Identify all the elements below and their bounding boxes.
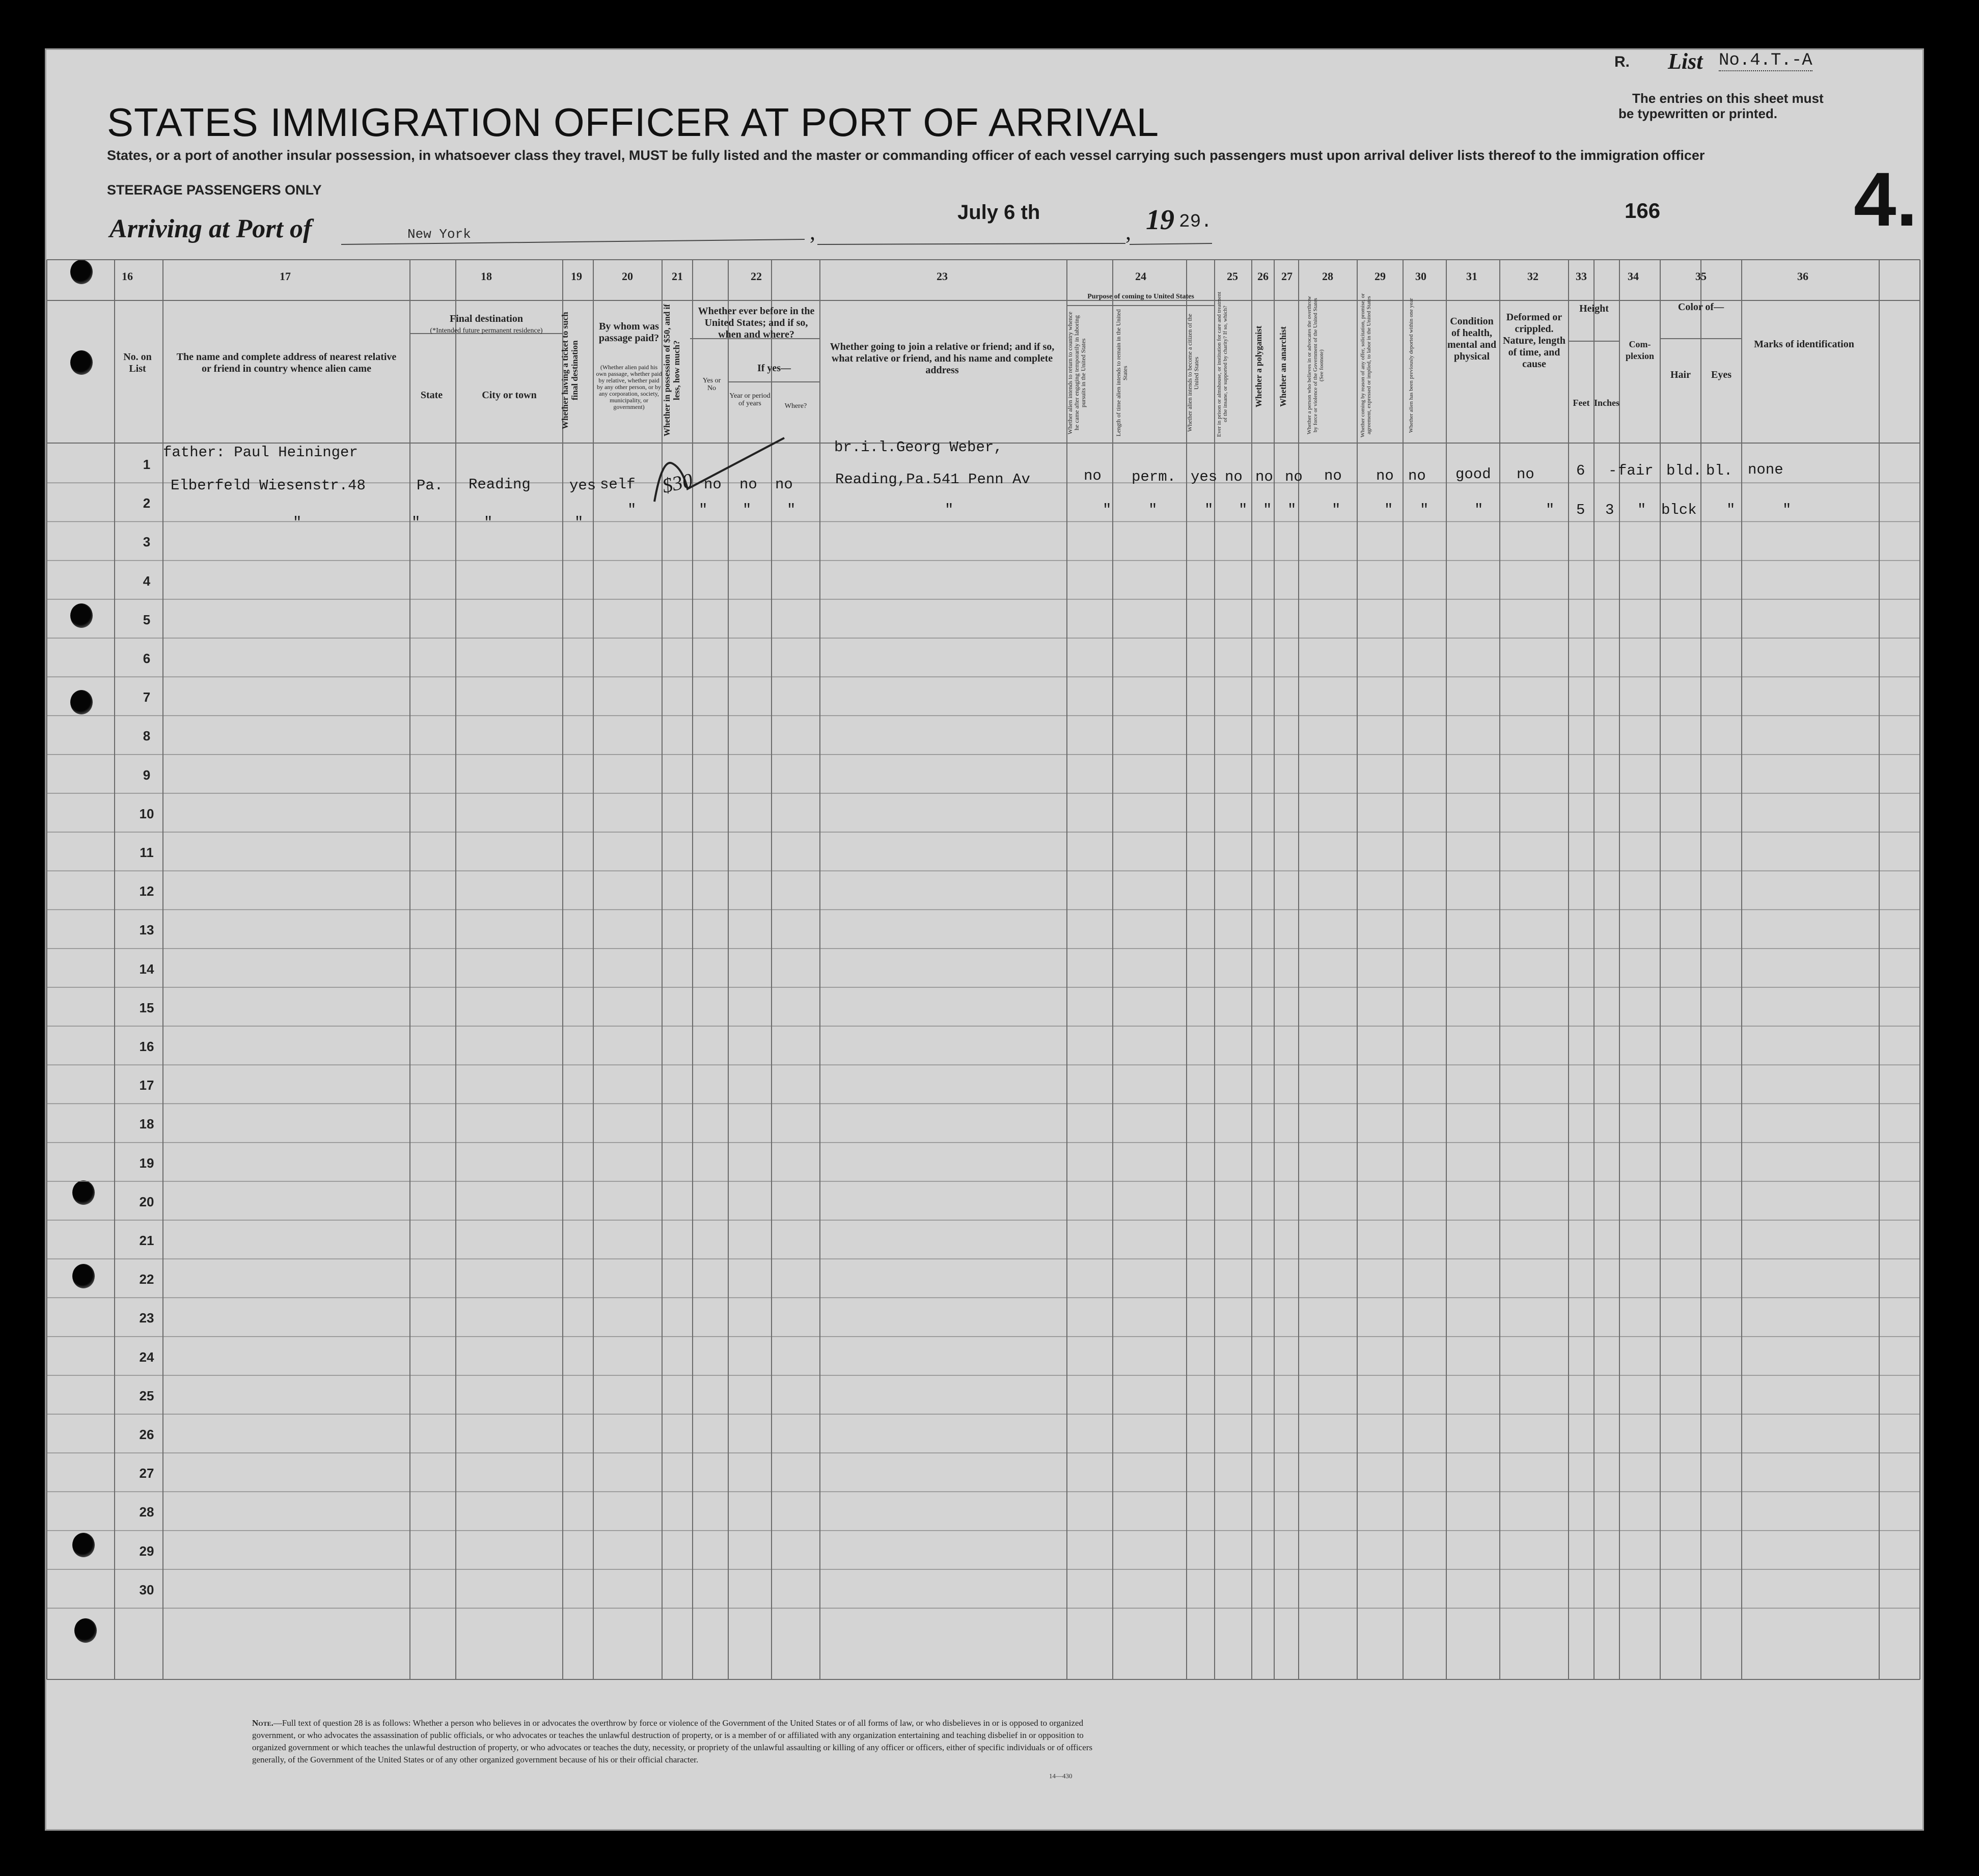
row1-paid-by: self bbox=[600, 476, 636, 493]
header-before-us: Whether ever before in the United States; and if so, when and where? bbox=[698, 306, 815, 340]
header-money: Whether in possession of $50, and if less, how much? bbox=[662, 304, 681, 437]
row1-polygamist: no bbox=[1255, 468, 1273, 485]
row-number: 16 bbox=[139, 1039, 154, 1054]
row2-inches: 3 bbox=[1605, 502, 1614, 518]
footnote-text: —Full text of question 28 is as follows: Whether a person who believes in or advocates the overthrow by force or violence of the Government of the United States or of all forms of law, or who disbelieves in or is opposed to organized government, or who advocates the assassination of public officials, or who advocates or teaches the unlawful destruction of property, or is a member of or affiliated with any organization entertaining and teaching disbelief in or opposition to organized government or which teaches the unlawful destruction of property, or who advocates or teaches the duty, necessity, or propriety of the unlawful assaulting or killing of any officer or officers, either of specific individuals or of officers generally, of the Government of the United States or of any other organized government because of his or their official character. bbox=[252, 1718, 1093, 1764]
header-deformed: Deformed or crippled. Nature, length of time, and cause bbox=[1503, 312, 1565, 370]
column-number: 35 bbox=[1695, 270, 1707, 283]
header-marks: Marks of identification bbox=[1754, 339, 1854, 350]
header-polygamist: Whether a polygamist bbox=[1254, 325, 1263, 408]
header-join-relative: Whether going to join a relative or friend; and if so, what relative or friend, and his name and complete address bbox=[830, 341, 1055, 376]
column-number: 18 bbox=[481, 270, 492, 283]
header-inches: Inches bbox=[1594, 398, 1620, 408]
ditto-mark: " bbox=[1263, 502, 1272, 518]
row-number: 29 bbox=[139, 1543, 154, 1559]
ditto-mark: " bbox=[699, 502, 708, 518]
row1-city: Reading bbox=[469, 476, 531, 493]
ditto-mark: " bbox=[293, 514, 302, 531]
ditto-mark: " bbox=[945, 502, 954, 518]
port-value: New York bbox=[407, 227, 471, 242]
comma: , bbox=[810, 219, 815, 244]
row1-health: good bbox=[1455, 466, 1491, 483]
row1-hair: bld. bbox=[1666, 462, 1702, 479]
row-number: 20 bbox=[139, 1194, 154, 1209]
row-number: 18 bbox=[139, 1116, 154, 1132]
list-prefix: R. bbox=[1614, 53, 1630, 70]
header-eyes: Eyes bbox=[1711, 369, 1731, 380]
ditto-mark: " bbox=[1148, 502, 1158, 518]
row-number: 4 bbox=[143, 573, 151, 589]
column-number: 23 bbox=[937, 270, 948, 283]
ditto-mark: " bbox=[1239, 502, 1248, 518]
ditto-mark: " bbox=[1637, 502, 1646, 518]
row-number: 19 bbox=[139, 1155, 154, 1171]
row-number: 30 bbox=[139, 1582, 154, 1597]
row-number: 5 bbox=[143, 612, 151, 627]
row-number: 2 bbox=[143, 495, 151, 511]
row-number: 24 bbox=[139, 1349, 154, 1365]
list-number: No.4.T.-A bbox=[1719, 51, 1812, 70]
column-number: 21 bbox=[672, 270, 683, 283]
date-value: July 6 th bbox=[957, 201, 1040, 224]
row-number: 15 bbox=[139, 1000, 154, 1015]
header-complexion: Com- plexion bbox=[1625, 339, 1654, 361]
instructions-line1: The entries on this sheet must bbox=[1632, 91, 1824, 106]
steerage-label: STEERAGE PASSENGERS ONLY bbox=[107, 182, 322, 198]
column-number: 22 bbox=[751, 270, 762, 283]
row1-length: perm. bbox=[1132, 468, 1176, 485]
header-length: Length of time alien intends to remain in the United States bbox=[1115, 309, 1129, 437]
column-number: 25 bbox=[1227, 270, 1238, 283]
list-label: List bbox=[1668, 49, 1703, 74]
row1-return: no bbox=[1084, 467, 1102, 484]
column-number: 32 bbox=[1527, 270, 1538, 283]
column-number: 20 bbox=[622, 270, 633, 283]
row-number: 27 bbox=[139, 1466, 154, 1481]
ditto-mark: " bbox=[743, 502, 752, 518]
row-number: 23 bbox=[139, 1310, 154, 1326]
column-number: 24 bbox=[1135, 270, 1146, 283]
row2-hair: blck bbox=[1661, 502, 1697, 518]
header-ticket: Whether having a ticket to such final destination bbox=[560, 312, 580, 429]
footnote-label: Note. bbox=[252, 1718, 273, 1728]
ditto-mark: " bbox=[1287, 502, 1297, 518]
header-state: State bbox=[420, 390, 443, 401]
row1-marks: none bbox=[1748, 461, 1783, 478]
column-number: 28 bbox=[1322, 270, 1333, 283]
row-number: 12 bbox=[139, 884, 154, 899]
row1-where: no bbox=[775, 476, 793, 493]
row1-ticket: yes bbox=[569, 477, 596, 494]
row-number: 3 bbox=[143, 534, 151, 550]
row1-join-line1: br.i.l.Georg Weber, bbox=[834, 439, 1003, 456]
ditto-mark: " bbox=[1546, 502, 1555, 518]
form-number: 14—430 bbox=[1049, 1772, 1073, 1780]
ditto-mark: " bbox=[1384, 502, 1393, 518]
header-deported: Whether alien has been previously deported within one year bbox=[1408, 298, 1414, 433]
row1-state: Pa. bbox=[417, 477, 444, 494]
row-number: 6 bbox=[143, 651, 151, 666]
header-offer: Whether coming by reason of any offer, solicitation, promise, or agreement, expressed or implied, to labor in the United States bbox=[1360, 293, 1372, 437]
column-number: 19 bbox=[571, 270, 582, 283]
row1-before: no bbox=[704, 476, 722, 493]
sheet-number: 4. bbox=[1854, 156, 1918, 242]
header-paid-by-note: (Whether alien paid his own passage, whether paid by relative, whether paid by any other person, or by any corporation, society, municipality, or government) bbox=[596, 364, 662, 410]
row1-deformed: no bbox=[1517, 466, 1534, 483]
column-number: 34 bbox=[1628, 270, 1639, 283]
column-number: 36 bbox=[1797, 270, 1808, 283]
header-height: Height bbox=[1579, 303, 1609, 314]
row1-feet: 6 bbox=[1576, 462, 1585, 479]
ditto-mark: " bbox=[1103, 502, 1112, 518]
instructions-line2: be typewritten or printed. bbox=[1618, 106, 1778, 121]
row-number: 26 bbox=[139, 1427, 154, 1442]
header-citizen: Whether alien intends to become a citizen of the United States bbox=[1186, 314, 1200, 432]
row1-prison: no bbox=[1225, 468, 1243, 485]
row1-relative-line1: father: Paul Heininger bbox=[163, 444, 358, 461]
ditto-mark: " bbox=[1420, 502, 1429, 518]
row-number: 8 bbox=[143, 728, 151, 744]
row-number: 11 bbox=[140, 845, 154, 860]
ditto-mark: " bbox=[1474, 502, 1483, 518]
column-number: 31 bbox=[1466, 270, 1477, 283]
row1-join-line2: Reading,Pa.541 Penn Av bbox=[835, 471, 1030, 488]
ditto-mark: " bbox=[787, 502, 796, 518]
row-number: 1 bbox=[143, 457, 151, 472]
header-prison: Ever in prison or almshouse, or institution for care and treatment of the insane, or supported by charity? If so, which? bbox=[1216, 291, 1228, 437]
row1-inches: - bbox=[1608, 462, 1617, 479]
page-title: STATES IMMIGRATION OFFICER AT PORT OF ARRIVAL bbox=[107, 100, 1160, 145]
ditto-mark: " bbox=[1204, 502, 1214, 518]
column-number: 26 bbox=[1257, 270, 1269, 283]
header-color-of: Color of— bbox=[1678, 301, 1724, 313]
header-hair: Hair bbox=[1670, 369, 1691, 380]
header-anarchist: Whether an anarchist bbox=[1278, 326, 1288, 407]
comma: , bbox=[1125, 219, 1131, 244]
ditto-mark: " bbox=[1726, 502, 1736, 518]
header-no-on-list: No. on List bbox=[123, 351, 152, 374]
header-period: Year or period of years bbox=[729, 392, 771, 407]
row-number: 28 bbox=[139, 1504, 154, 1520]
header-return: Whether alien intends to return to country whence he came after engaging temporarily in laboring pursuits in the United States bbox=[1066, 312, 1087, 434]
column-number: 30 bbox=[1415, 270, 1426, 283]
header-where: Where? bbox=[784, 402, 807, 410]
row-number: 17 bbox=[139, 1078, 154, 1093]
footnote bbox=[252, 1717, 1118, 1766]
ditto-mark: " bbox=[411, 514, 421, 531]
row-number: 13 bbox=[139, 922, 154, 938]
row1-deported: no bbox=[1408, 467, 1426, 484]
ditto-mark: " bbox=[627, 502, 637, 518]
column-number: 17 bbox=[280, 270, 291, 283]
subtitle: States, or a port of another insular possession, in whatsoever class they travel, MUST be fully listed and the master or commanding officer of each vessel carrying such passengers must upon arrival deliver lists thereof to the immigration officer bbox=[107, 148, 1705, 163]
arriving-label: Arriving at Port of bbox=[109, 214, 312, 243]
row1-complexion: fair bbox=[1618, 462, 1654, 479]
row1-citizen: yes bbox=[1191, 468, 1218, 485]
page-number: 166 bbox=[1625, 199, 1661, 223]
row1-eyes: bl. bbox=[1706, 462, 1733, 479]
header-overthrow: Whether a person who believes in or advocates the overthrow by force or violence of the Government of the United States (See footnote) bbox=[1306, 296, 1325, 435]
row1-money: $30 bbox=[659, 468, 695, 498]
column-number: 29 bbox=[1375, 270, 1386, 283]
row-number: 22 bbox=[139, 1272, 154, 1287]
ditto-mark: " bbox=[1332, 502, 1341, 518]
header-feet: Feet bbox=[1573, 398, 1590, 408]
column-number: 16 bbox=[122, 270, 133, 283]
row-number: 25 bbox=[139, 1388, 154, 1403]
row1-anarchist: no bbox=[1285, 468, 1303, 485]
row1-relative-line2: Elberfeld Wiesenstr.48 bbox=[171, 477, 366, 494]
row2-feet: 5 bbox=[1576, 502, 1585, 518]
ditto-mark: " bbox=[574, 514, 584, 531]
header-city: City or town bbox=[482, 390, 537, 401]
header-final-destination: Final destination bbox=[450, 313, 523, 324]
header-relative: The name and complete address of nearest relative or friend in country whence alien came bbox=[176, 351, 397, 374]
row-number: 10 bbox=[139, 806, 154, 821]
row1-period: no bbox=[739, 476, 757, 493]
header-yes-no: Yes or No bbox=[702, 377, 721, 392]
header-health: Condition of health, mental and physical bbox=[1447, 316, 1497, 362]
ditto-mark: " bbox=[484, 514, 493, 531]
header-purpose: Purpose of coming to United States bbox=[1087, 293, 1194, 300]
year-suffix: 29. bbox=[1179, 211, 1212, 232]
year-prefix: 19 bbox=[1146, 204, 1174, 236]
row-number: 9 bbox=[143, 767, 151, 783]
ditto-mark: " bbox=[1782, 502, 1792, 518]
row-number: 7 bbox=[143, 689, 151, 705]
header-if-yes: If yes— bbox=[757, 363, 791, 374]
row-number: 21 bbox=[139, 1233, 154, 1248]
column-number: 27 bbox=[1281, 270, 1293, 283]
row1-overthrow: no bbox=[1324, 467, 1342, 484]
row-number: 14 bbox=[139, 961, 154, 977]
header-paid-by: By whom was passage paid? bbox=[598, 321, 659, 344]
row1-offer: no bbox=[1376, 467, 1394, 484]
header-final-destination-note: (*Intended future permanent residence) bbox=[430, 327, 543, 335]
column-number: 33 bbox=[1576, 270, 1587, 283]
